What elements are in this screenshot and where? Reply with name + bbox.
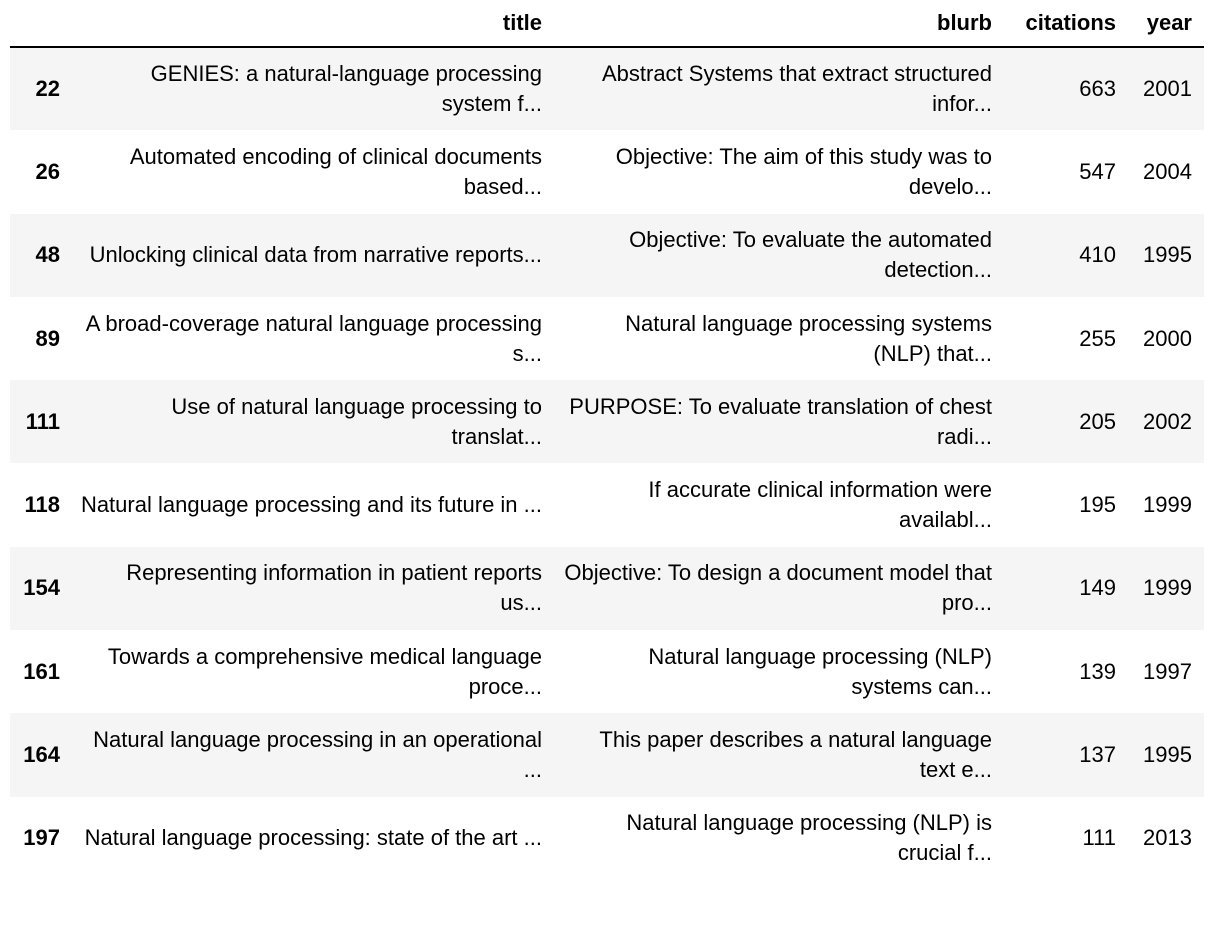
row-index: 111 [25, 408, 60, 434]
citations-cell: 111 [1082, 825, 1116, 851]
year-cell: 1995 [1143, 242, 1192, 268]
title-cell: Natural language processing in an operational ... [93, 727, 542, 783]
title-cell: Towards a comprehensive medical language proce... [107, 643, 542, 699]
year-cell: 2004 [1143, 158, 1192, 184]
year-cell: 1995 [1143, 742, 1192, 768]
dataframe-table [10, 0, 1204, 880]
title-cell: Natural language processing and its future in ... [80, 492, 542, 518]
blurb-header: blurb [554, 0, 1004, 47]
table-row [10, 130, 1204, 213]
row-index: 26 [35, 158, 60, 184]
title-cell: Unlocking clinical data from narrative reports... [89, 242, 542, 268]
citations-header: citations [1004, 0, 1128, 47]
citations-cell: 139 [1079, 658, 1116, 684]
title-cell: Natural language processing: state of the art ... [84, 825, 542, 851]
citations-cell: 547 [1079, 158, 1116, 184]
blurb-cell: Abstract Systems that extract structured infor... [601, 61, 992, 117]
title-cell: GENIES: a natural-language processing system f... [150, 61, 542, 117]
citations-cell: 195 [1079, 492, 1116, 518]
table-row [10, 630, 1204, 713]
year-cell: 1999 [1143, 492, 1192, 518]
citations-cell: 410 [1079, 242, 1116, 268]
row-index: 161 [23, 658, 60, 684]
row-index: 118 [24, 492, 60, 518]
table-row [10, 214, 1204, 297]
row-index: 48 [35, 242, 60, 268]
header-row [10, 0, 1204, 47]
year-header: year [1128, 0, 1204, 47]
table-row [10, 547, 1204, 630]
year-cell: 2002 [1143, 408, 1192, 434]
blurb-cell: Natural language processing (NLP) systems can... [648, 643, 992, 699]
blurb-cell: This paper describes a natural language text e... [599, 727, 992, 783]
blurb-cell: Objective: The aim of this study was to develo... [615, 143, 992, 199]
blurb-cell: If accurate clinical information were availabl... [648, 477, 992, 533]
title-cell: Automated encoding of clinical documents based... [129, 143, 542, 199]
citations-cell: 255 [1079, 325, 1116, 351]
table-row [10, 297, 1204, 380]
row-index: 164 [23, 742, 60, 768]
row-index: 22 [35, 76, 60, 102]
blurb-cell: PURPOSE: To evaluate translation of chest radi... [569, 393, 992, 449]
table-row [10, 797, 1204, 880]
year-cell: 1999 [1143, 575, 1192, 601]
table-row [10, 47, 1204, 130]
row-index: 89 [35, 325, 60, 351]
title-cell: A broad-coverage natural language processing s... [85, 310, 542, 366]
row-index: 154 [23, 575, 60, 601]
citations-cell: 137 [1079, 742, 1116, 768]
year-cell: 2000 [1143, 325, 1192, 351]
citations-cell: 205 [1079, 408, 1116, 434]
row-index: 197 [23, 825, 60, 851]
table-row [10, 713, 1204, 796]
title-cell: Use of natural language processing to translat... [171, 393, 542, 449]
title-cell: Representing information in patient reports us... [126, 560, 542, 616]
title-header: title [72, 0, 554, 47]
blurb-cell: Objective: To evaluate the automated detection... [629, 227, 992, 283]
table-row [10, 463, 1204, 546]
citations-cell: 663 [1079, 76, 1116, 102]
dataframe-output [10, 0, 1204, 880]
index-header [10, 0, 72, 47]
blurb-cell: Objective: To design a document model that pro... [564, 560, 992, 616]
year-cell: 2013 [1143, 825, 1192, 851]
citations-cell: 149 [1079, 575, 1116, 601]
year-cell: 1997 [1143, 658, 1192, 684]
blurb-cell: Natural language processing (NLP) is crucial f... [626, 810, 992, 866]
table-row [10, 380, 1204, 463]
year-cell: 2001 [1143, 76, 1192, 102]
blurb-cell: Natural language processing systems (NLP) that... [625, 310, 992, 366]
